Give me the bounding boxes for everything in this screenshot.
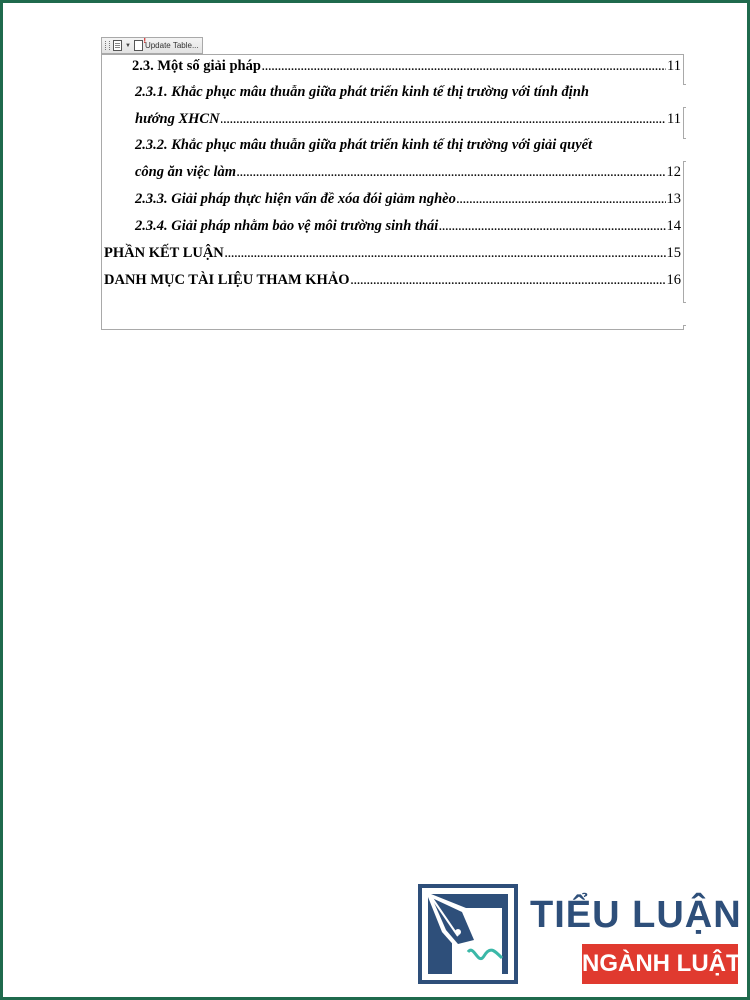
toc-leader-dots <box>221 111 666 129</box>
toc-entry-text-line1[interactable]: 2.3.1. Khắc phục mâu thuẫn giữa phát triển kinh tế thị trường với tính định <box>135 84 589 100</box>
update-table-label: Update Table... <box>144 41 199 50</box>
toc-leader-dots <box>457 191 666 209</box>
toc-page-number: 11 <box>667 111 681 127</box>
toc-entry[interactable] <box>102 217 684 236</box>
logo-subtitle: NGÀNH LUẬT <box>582 944 738 984</box>
table-of-contents-icon[interactable] <box>113 40 122 51</box>
toc-page-number: 11 <box>667 58 681 74</box>
toc-entry[interactable] <box>102 271 684 290</box>
toc-entry-text: hướng XHCN <box>135 111 220 127</box>
toc-entry-text: 2.3.3. Giải pháp thực hiện vấn đề xóa đói giảm nghèo <box>135 191 456 207</box>
fountain-pen-nib-icon <box>418 884 518 984</box>
toc-page-number: 16 <box>666 272 681 288</box>
toc-entry-text: 2.3.4. Giải pháp nhằm bảo vệ môi trường sinh thái <box>135 218 439 234</box>
toc-leader-dots <box>351 272 666 290</box>
toc-leader-dots <box>262 58 666 76</box>
toc-control-toolbar[interactable] <box>101 37 203 54</box>
toc-entry-text: 2.3. Một số giải pháp <box>132 58 261 74</box>
toc-edge-notch <box>683 138 686 162</box>
drag-handle-icon[interactable] <box>105 41 110 50</box>
toc-entry[interactable] <box>102 190 684 209</box>
toc-edge-notch <box>683 84 686 108</box>
logo-title: TIỂU LUẬN <box>530 894 742 936</box>
toc-entry-text-line1[interactable]: 2.3.2. Khắc phục mâu thuẫn giữa phát triển kinh tế thị trường với giải quyết <box>135 137 593 153</box>
toc-page-number: 13 <box>666 191 681 207</box>
toc-entry[interactable] <box>102 163 684 182</box>
toc-leader-dots <box>225 245 666 263</box>
chevron-down-icon[interactable]: ▼ <box>125 42 131 49</box>
site-logo <box>418 882 740 988</box>
update-table-button[interactable] <box>134 40 199 51</box>
toc-entry-text: DANH MỤC TÀI LIỆU THAM KHẢO <box>104 272 350 288</box>
toc-entry-text: công ăn việc làm <box>135 164 237 180</box>
toc-entry-text: PHẦN KẾT LUẬN <box>104 245 224 261</box>
toc-leader-dots <box>237 164 665 182</box>
toc-entry[interactable] <box>102 110 684 129</box>
toc-page-number: 12 <box>666 164 681 180</box>
toc-entry[interactable] <box>102 244 684 263</box>
toc-entry[interactable] <box>102 57 684 76</box>
table-of-contents[interactable] <box>101 54 684 330</box>
toc-edge-notch <box>683 302 686 326</box>
toc-page-number: 15 <box>666 245 681 261</box>
update-document-icon <box>134 40 143 51</box>
toc-leader-dots <box>439 218 665 236</box>
toc-page-number: 14 <box>666 218 681 234</box>
